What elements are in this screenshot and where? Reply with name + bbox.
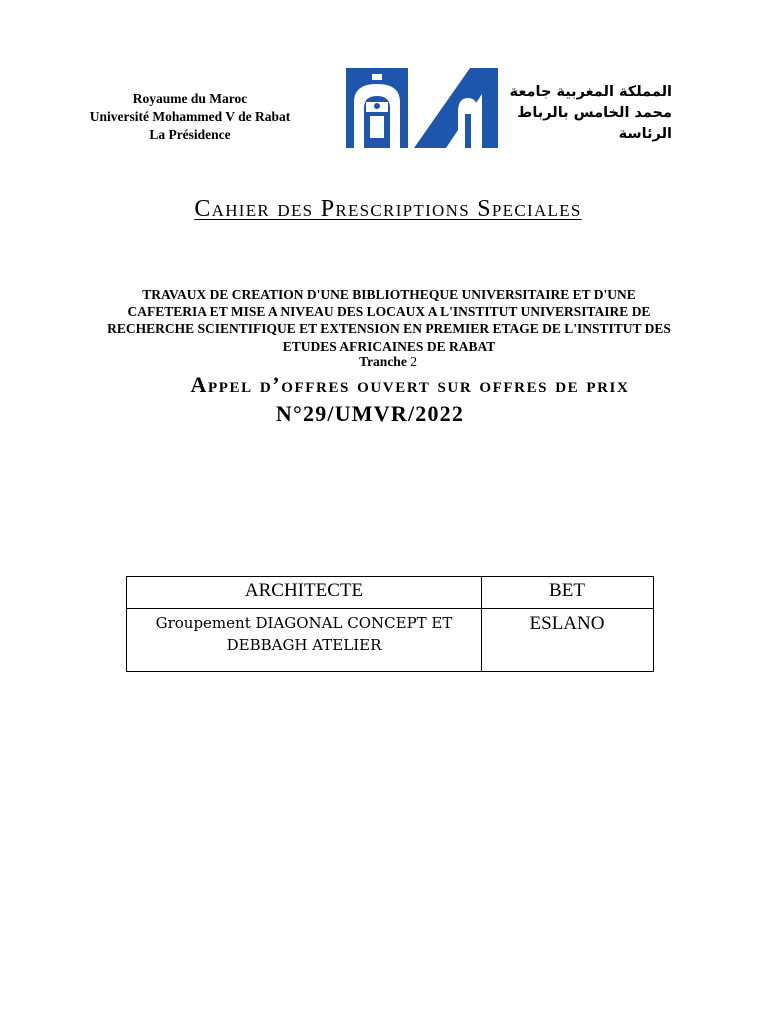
university-logo xyxy=(346,68,498,148)
works-line: ETUDES AFRICAINES DE RABAT xyxy=(282,338,496,354)
header-kingdom: Royaume du Maroc xyxy=(132,91,248,106)
tranche-number: 2 xyxy=(410,354,417,369)
header-ar-line-2: محمد الخامس بالرباط xyxy=(517,105,672,121)
tranche-label xyxy=(0,354,768,370)
bet-value: ESLANO xyxy=(529,613,605,634)
document-title: Cahier des Prescriptions Speciales xyxy=(194,196,582,222)
tender-number: N°29/UMVR/2022 xyxy=(275,401,465,426)
header-ar-line-1: المملكة المغربية جامعة xyxy=(509,84,672,100)
works-description xyxy=(52,286,726,355)
architecte-line: Groupement DIAGONAL CONCEPT ET xyxy=(155,614,453,632)
works-line: TRAVAUX DE CREATION D'UNE BIBLIOTHEQUE UNIVERSITAIRE ET D'UNE xyxy=(142,287,636,302)
institution-header-ar xyxy=(500,82,672,145)
bet-header: BET xyxy=(549,580,585,601)
row-divider xyxy=(127,608,653,609)
tranche-text: Tranche xyxy=(359,354,407,369)
header-university: Université Mohammed V de Rabat xyxy=(89,109,291,124)
institution-header-fr xyxy=(70,90,310,144)
architecte-line: DEBBAGH ATELIER xyxy=(226,636,382,654)
tender-type: Appel d’offres ouvert sur offres de prix xyxy=(190,372,630,397)
works-line: CAFETERIA ET MISE A NIVEAU DES LOCAUX A L'INSTITUT UNIVERSITAIRE DE xyxy=(127,304,651,320)
architecte-value xyxy=(131,612,477,656)
header-presidence: La Présidence xyxy=(149,127,231,142)
works-line: RECHERCHE SCIENTIFIQUE ET EXTENSION EN PREMIER ETAGE DE L'INSTITUT DES xyxy=(107,321,671,337)
architecte-header: ARCHITECTE xyxy=(244,580,364,601)
header-ar-line-3: الرئاسة xyxy=(618,126,672,142)
parties-table xyxy=(126,576,654,672)
